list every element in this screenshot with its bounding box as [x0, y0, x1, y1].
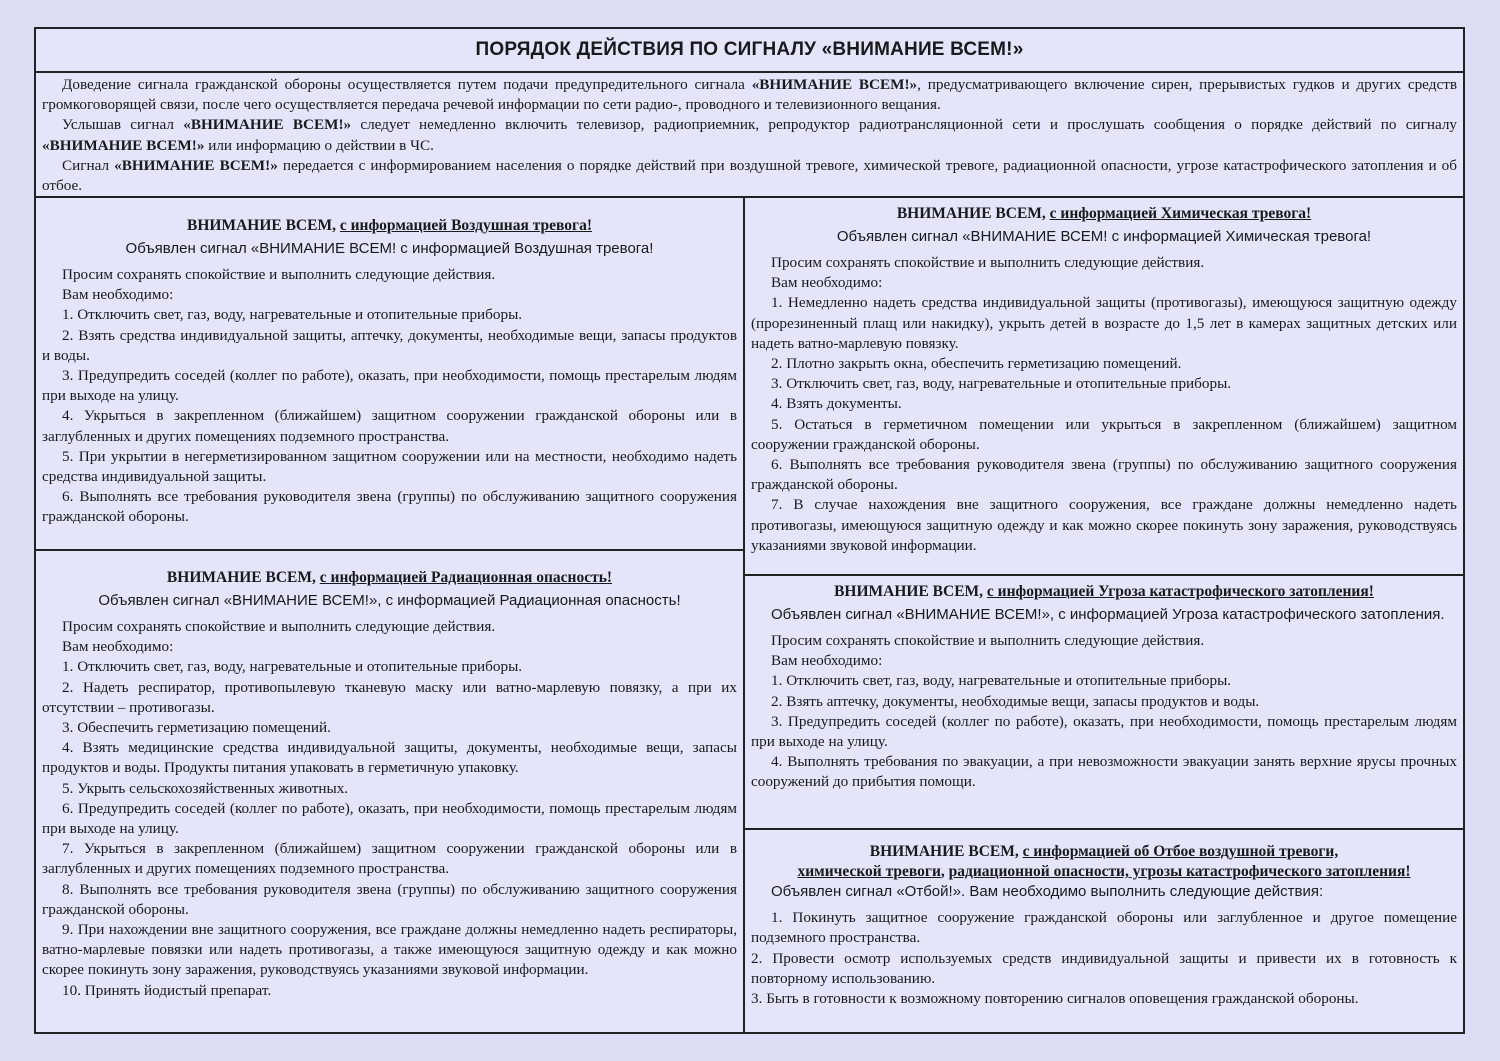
instruction-line: 4. Взять документы.: [771, 395, 902, 413]
chemical-section: [745, 198, 1463, 574]
heading-text: ВНИМАНИЕ ВСЕМ,: [166, 569, 320, 586]
instruction-line: Просим сохранять спокойствие и выполнить следующие действия.: [771, 254, 1205, 271]
section-heading: [42, 568, 737, 588]
intro-paragraph: [42, 75, 1457, 115]
intro-signal: «ВНИМАНИЕ ВСЕМ!»: [183, 116, 352, 134]
intro-text: или информацию о действии в ЧС.: [204, 136, 434, 154]
announcement: Объявлен сигнал «ВНИМАНИЕ ВСЕМ! с информацией Воздушная тревога!: [125, 240, 654, 257]
instruction-line: 2. Надеть респиратор, противопылевую тканевую маску или ватно-марлевую повязку, а при их отсутствии – противогазы.: [42, 678, 737, 716]
instruction-list: [751, 631, 1457, 793]
instruction-line: 4. Взять медицинские средства индивидуальной защиты, документы, необходимые вещи, запасы продуктов и воды. Продукты питания упаковать в герметичную упаковку.: [42, 739, 737, 777]
instruction-line: Вам необходимо:: [771, 274, 883, 292]
intro-text: Доведение сигнала гражданской обороны осуществляется путем подачи предупредительного сигнала: [62, 76, 752, 93]
instruction-list: [42, 617, 737, 1001]
intro-text: , предусматривающего включение сирен, прерывистых гудков и других средств громкоговорящей связи, после чего осуществляется передача речевой информации по сети радио-, проводного и телевизионного вещания.: [42, 76, 1457, 114]
section-heading: [751, 582, 1457, 602]
instruction-line: 5. Остаться в герметичном помещении или укрыться в закрепленном (ближайшем) защитном сооружении гражданской обороны.: [751, 415, 1457, 453]
right-column: [745, 198, 1463, 1032]
instruction-line: Вам необходимо:: [62, 286, 174, 304]
intro-signal: «ВНИМАНИЕ ВСЕМ!»: [114, 156, 278, 174]
heading-underlined: химической тревоги: [797, 863, 941, 880]
intro-text: Сигнал: [62, 156, 115, 174]
instruction-line: 2. Провести осмотр используемых средств индивидуальной защиты и привести их в готовность к повторному использованию.: [751, 949, 1457, 987]
announcement: Объявлен сигнал «Отбой!». Вам необходимо выполнить следующие действия:: [771, 883, 1324, 900]
poster-frame: [34, 27, 1465, 1034]
instruction-line: 3. Отключить свет, газ, воду, нагревательные и отопительные приборы.: [771, 375, 1232, 393]
section-heading: [751, 204, 1457, 224]
heading-underlined: с информацией Воздушная тревога!: [339, 217, 592, 234]
instruction-line: 3. Обеспечить герметизацию помещений.: [62, 719, 331, 737]
flood-section: [745, 574, 1463, 828]
instruction-list: [751, 908, 1457, 1009]
radiation-section: [36, 549, 743, 1032]
instruction-line: 1. Отключить свет, газ, воду, нагревательные и отопительные приборы.: [62, 658, 523, 676]
instruction-line: Просим сохранять спокойствие и выполнить следующие действия.: [62, 618, 496, 635]
intro-signal: «ВНИМАНИЕ ВСЕМ!»: [42, 136, 205, 154]
instruction-line: 1. Отключить свет, газ, воду, нагревательные и отопительные приборы.: [771, 672, 1232, 690]
heading-text: ,: [940, 863, 949, 880]
heading-text: ВНИМАНИЕ ВСЕМ,: [869, 843, 1023, 860]
all-clear-section: [745, 828, 1463, 1032]
instruction-line: 9. При нахождении вне защитного сооружения, все граждане должны немедленно надеть респираторы, ватно-марлевые повязки или надеть противогазы, а также имеющуюся защитную одежду и как можно скорее покинуть зону заражения, руководствуясь указаниями звуковой информации.: [42, 921, 737, 979]
instruction-line: Вам необходимо:: [771, 652, 883, 670]
instruction-line: 2. Взять аптечку, документы, необходимые вещи, запасы продуктов и воды.: [771, 692, 1260, 710]
instruction-line: 6. Предупредить соседей (коллег по работе), оказать, при необходимости, помощь престарелым людям при выходе на улицу.: [42, 799, 737, 838]
instruction-line: 6. Выполнять все требования руководителя звена (группы) по обслуживанию защитного сооружения гражданской обороны.: [42, 488, 737, 526]
instruction-line: 5. Укрыть сельскохозяйственных животных.: [62, 779, 349, 797]
announcement: Объявлен сигнал «ВНИМАНИЕ ВСЕМ!», с информацией Угроза катастрофического затопления.: [771, 606, 1445, 623]
intro-section: [36, 73, 1463, 198]
section-heading: [42, 216, 737, 236]
instruction-line: Просим сохранять спокойствие и выполнить следующие действия.: [62, 266, 496, 283]
instruction-list: [42, 265, 737, 528]
intro-signal: «ВНИМАНИЕ ВСЕМ!»: [751, 76, 918, 93]
instruction-line: 3. Предупредить соседей (коллег по работе), оказать, при необходимости, помощь престарелым людям при выходе на улицу.: [42, 367, 737, 405]
instruction-line: 5. При укрытии в негерметизированном защитном сооружении или на местности, необходимо надеть средства индивидуальной защиты.: [42, 447, 737, 486]
heading-text: ВНИМАНИЕ ВСЕМ,: [186, 217, 340, 234]
instruction-line: Вам необходимо:: [62, 638, 174, 656]
heading-underlined: с информацией Радиационная опасность!: [319, 569, 613, 586]
page-title: ПОРЯДОК ДЕЙСТВИЯ ПО СИГНАЛУ «ВНИМАНИЕ ВСЕМ!»: [36, 29, 1463, 73]
instruction-list: [751, 253, 1457, 556]
instruction-line: 1. Покинуть защитное сооружение гражданской обороны или заглубленное и другое помещение подземного пространства.: [751, 909, 1457, 947]
heading-text: ВНИМАНИЕ ВСЕМ,: [834, 583, 987, 600]
instruction-line: 2. Плотно закрыть окна, обеспечить герметизацию помещений.: [771, 355, 1182, 373]
intro-text: Услышав сигнал: [62, 116, 184, 134]
heading-underlined: радиационной опасности, угрозы катастрофического затопления!: [948, 863, 1411, 880]
air-raid-section: [36, 198, 743, 549]
heading-underlined: с информацией Угроза катастрофического затопления!: [986, 583, 1374, 600]
instruction-line: 7. В случае нахождения вне защитного сооружения, все граждане должны немедленно надеть противогазы, имеющуюся защитную одежду и как можно скорее покинуть зону заражения, руководствуясь указаниями звуковой информации.: [751, 496, 1457, 554]
instruction-line: 7. Укрыться в закрепленном (ближайшем) защитном сооружении гражданской обороны или в заглубленных и других помещениях подземного пространства.: [42, 840, 737, 878]
instruction-line: Просим сохранять спокойствие и выполнить следующие действия.: [771, 632, 1205, 649]
instruction-line: 3. Предупредить соседей (коллег по работе), оказать, при необходимости, помощь престарелым людям при выходе на улицу.: [751, 712, 1457, 751]
intro-text: передается с информированием населения о порядке действий при воздушной тревоге, химической тревоге, радиационной опасности, угрозе катастрофического затопления и об отбое.: [42, 156, 1457, 195]
section-heading: [751, 842, 1457, 882]
instruction-line: 10. Принять йодистый препарат.: [62, 981, 272, 999]
intro-paragraph: [42, 115, 1457, 155]
columns: [36, 198, 1463, 1032]
announcement: Объявлен сигнал «ВНИМАНИЕ ВСЕМ!», с информацией Радиационная опасность!: [98, 592, 681, 609]
heading-underlined: с информацией об Отбое воздушной тревоги,: [1022, 843, 1339, 860]
intro-paragraph: [42, 156, 1457, 196]
intro-text: следует немедленно включить телевизор, радиоприемник, репродуктор радиотрансляционной сети и прослушать сообщения о порядке действий по сигналу: [351, 116, 1457, 134]
instruction-line: 1. Отключить свет, газ, воду, нагревательные и отопительные приборы.: [62, 306, 523, 324]
instruction-line: 8. Выполнять все требования руководителя звена (группы) по обслуживанию защитного сооружения гражданской обороны.: [42, 880, 737, 918]
instruction-line: 4. Укрыться в закрепленном (ближайшем) защитном сооружении гражданской обороны или в заглубленных и других помещениях подземного пространства.: [42, 407, 737, 445]
instruction-line: 2. Взять средства индивидуальной защиты, аптечку, документы, необходимые вещи, запасы продуктов и воды.: [42, 326, 737, 364]
left-column: [36, 198, 745, 1032]
instruction-line: 3. Быть в готовности к возможному повторению сигналов оповещения гражданской обороны.: [751, 990, 1359, 1008]
heading-text: ВНИМАНИЕ ВСЕМ,: [896, 205, 1050, 222]
instruction-line: 1. Немедленно надеть средства индивидуальной защиты (противогазы), имеющуюся защитную одежду (прорезиненный плащ или накидку), укрыть детей в возрасте до 1,5 лет в камерах защитных детских или надеть ватно-марлевую повязку.: [751, 294, 1457, 352]
heading-underlined: с информацией Химическая тревога!: [1049, 205, 1312, 222]
instruction-line: 6. Выполнять все требования руководителя звена (группы) по обслуживанию защитного сооружения гражданской обороны.: [751, 456, 1457, 494]
announcement: Объявлен сигнал «ВНИМАНИЕ ВСЕМ! с информацией Химическая тревога!: [836, 228, 1372, 245]
instruction-line: 4. Выполнять требования по эвакуации, а при невозможности эвакуации занять верхние ярусы прочных сооружений до прибытия помощи.: [751, 753, 1457, 791]
